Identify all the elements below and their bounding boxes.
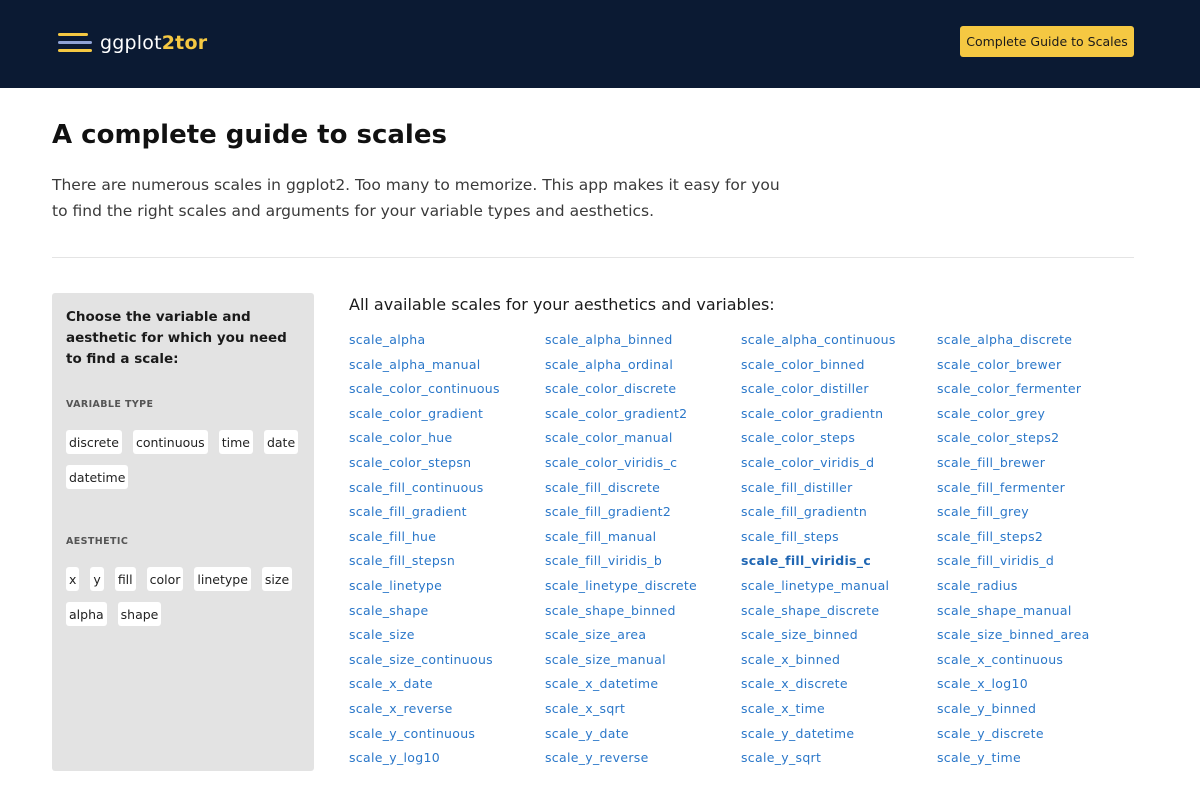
scale-link-scale-y-datetime[interactable]: scale_y_datetime	[741, 725, 855, 741]
scale-link-scale-color-stepsn[interactable]: scale_color_stepsn	[349, 454, 472, 470]
scale-link-scale-x-time[interactable]: scale_x_time	[741, 700, 825, 716]
scale-link-scale-y-reverse[interactable]: scale_y_reverse	[545, 750, 649, 766]
variable-type-chips	[66, 430, 306, 489]
top-nav-bar	[0, 0, 1200, 88]
complete-guide-button[interactable]: Complete Guide to Scales	[960, 26, 1134, 57]
scale-link-scale-color-manual[interactable]: scale_color_manual	[545, 430, 673, 446]
scale-link-scale-color-gradient2[interactable]: scale_color_gradient2	[545, 405, 688, 421]
site-logo[interactable]	[58, 26, 207, 60]
scale-link-scale-alpha-continuous[interactable]: scale_alpha_continuous	[741, 332, 896, 347]
aesthetic-alpha-chip[interactable]: alpha	[66, 602, 107, 626]
scale-link-scale-alpha[interactable]: scale_alpha	[349, 332, 426, 347]
variable-type-continuous-chip[interactable]: continuous	[133, 430, 208, 454]
filter-heading: Choose the variable and aesthetic for which you need to find a scale:	[66, 309, 287, 367]
variable-type-discrete-chip[interactable]: discrete	[66, 430, 122, 454]
scale-link-scale-color-discrete[interactable]: scale_color_discrete	[545, 381, 677, 397]
scale-link-scale-fill-gradientn[interactable]: scale_fill_gradientn	[741, 504, 868, 520]
scale-link-scale-color-distiller[interactable]: scale_color_distiller	[741, 381, 869, 397]
logo-text	[100, 32, 207, 54]
aesthetic-linetype-chip[interactable]: linetype	[194, 567, 250, 591]
scale-link-scale-x-log10[interactable]: scale_x_log10	[937, 676, 1028, 692]
aesthetic-chips	[66, 567, 306, 626]
scale-link-scale-size-continuous[interactable]: scale_size_continuous	[349, 651, 493, 667]
scale-link-scale-fill-distiller[interactable]: scale_fill_distiller	[741, 479, 853, 495]
scale-link-scale-fill-hue[interactable]: scale_fill_hue	[349, 528, 437, 544]
aesthetic-size-chip[interactable]: size	[262, 567, 292, 591]
aesthetic-x-chip[interactable]: x	[66, 567, 79, 591]
intro-text: There are numerous scales in ggplot2. Too many to memorize. This app makes it easy for you to find the right scales and arguments for your variable types and aesthetics.	[52, 176, 780, 220]
scale-link-scale-color-steps[interactable]: scale_color_steps	[741, 430, 856, 446]
scale-link-scale-shape-discrete[interactable]: scale_shape_discrete	[741, 602, 880, 618]
menu-lines-icon	[58, 32, 92, 54]
scale-link-scale-linetype-manual[interactable]: scale_linetype_manual	[741, 577, 890, 593]
scale-link-scale-x-reverse[interactable]: scale_x_reverse	[349, 700, 453, 716]
filter-panel	[52, 293, 314, 771]
scale-link-scale-color-gradientn[interactable]: scale_color_gradientn	[741, 405, 884, 421]
scale-link-scale-x-datetime[interactable]: scale_x_datetime	[545, 676, 659, 692]
scale-link-scale-alpha-ordinal[interactable]: scale_alpha_ordinal	[545, 356, 674, 372]
scale-link-scale-color-brewer[interactable]: scale_color_brewer	[937, 356, 1062, 372]
scale-link-scale-fill-gradient[interactable]: scale_fill_gradient	[349, 504, 467, 520]
scale-link-scale-fill-viridis-c[interactable]: scale_fill_viridis_c	[741, 553, 872, 569]
scale-link-scale-radius[interactable]: scale_radius	[937, 577, 1018, 593]
scale-link-scale-fill-stepsn[interactable]: scale_fill_stepsn	[349, 553, 456, 569]
variable-type-datetime-chip[interactable]: datetime	[66, 465, 128, 489]
scale-link-scale-color-steps2[interactable]: scale_color_steps2	[937, 430, 1060, 446]
scale-link-scale-size-binned[interactable]: scale_size_binned	[741, 627, 858, 643]
scale-link-scale-linetype[interactable]: scale_linetype	[349, 577, 443, 593]
scale-link-scale-y-discrete[interactable]: scale_y_discrete	[937, 725, 1044, 741]
aesthetic-y-chip[interactable]: y	[90, 567, 103, 591]
scale-link-scale-fill-viridis-d[interactable]: scale_fill_viridis_d	[937, 553, 1055, 569]
aesthetic-color-chip[interactable]: color	[147, 567, 184, 591]
scale-link-scale-fill-manual[interactable]: scale_fill_manual	[545, 528, 657, 544]
scale-link-scale-fill-steps[interactable]: scale_fill_steps	[741, 528, 839, 544]
scale-link-scale-y-binned[interactable]: scale_y_binned	[937, 700, 1037, 716]
scale-link-scale-color-viridis-c[interactable]: scale_color_viridis_c	[545, 454, 678, 470]
scale-link-scale-color-binned[interactable]: scale_color_binned	[741, 356, 865, 372]
scale-link-scale-y-time[interactable]: scale_y_time	[937, 750, 1021, 766]
scale-link-scale-linetype-discrete[interactable]: scale_linetype_discrete	[545, 577, 698, 593]
scale-link-scale-y-log10[interactable]: scale_y_log10	[349, 750, 440, 766]
aesthetic-label: AESTHETIC	[66, 536, 129, 547]
scale-link-scale-alpha-discrete[interactable]: scale_alpha_discrete	[937, 332, 1073, 347]
scale-link-scale-fill-viridis-b[interactable]: scale_fill_viridis_b	[545, 553, 663, 569]
scale-link-scale-y-date[interactable]: scale_y_date	[545, 725, 629, 741]
results-title: All available scales for your aesthetics and variables:	[349, 295, 775, 314]
aesthetic-shape-chip[interactable]: shape	[118, 602, 162, 626]
scale-list	[349, 328, 1139, 771]
scale-link-scale-shape[interactable]: scale_shape	[349, 602, 429, 618]
page-title: A complete guide to scales	[52, 120, 447, 150]
scale-link-scale-size-area[interactable]: scale_size_area	[545, 627, 647, 643]
scale-link-scale-fill-fermenter[interactable]: scale_fill_fermenter	[937, 479, 1066, 495]
scale-link-scale-x-discrete[interactable]: scale_x_discrete	[741, 676, 848, 692]
scale-link-scale-fill-discrete[interactable]: scale_fill_discrete	[545, 479, 661, 495]
section-divider	[52, 257, 1134, 258]
scale-link-scale-color-gradient[interactable]: scale_color_gradient	[349, 405, 484, 421]
logo-accent: 2tor	[161, 32, 208, 54]
scale-link-scale-x-sqrt[interactable]: scale_x_sqrt	[545, 700, 626, 716]
scale-link-scale-x-continuous[interactable]: scale_x_continuous	[937, 651, 1064, 667]
variable-type-date-chip[interactable]: date	[264, 430, 298, 454]
scale-link-scale-fill-grey[interactable]: scale_fill_grey	[937, 504, 1029, 520]
scale-link-scale-alpha-manual[interactable]: scale_alpha_manual	[349, 356, 481, 372]
logo-prefix: ggplot	[100, 32, 162, 54]
variable-type-time-chip[interactable]: time	[219, 430, 253, 454]
scale-link-scale-fill-steps2[interactable]: scale_fill_steps2	[937, 528, 1044, 544]
scale-link-scale-alpha-binned[interactable]: scale_alpha_binned	[545, 332, 673, 347]
scale-link-scale-color-fermenter[interactable]: scale_color_fermenter	[937, 381, 1082, 397]
scale-link-scale-size-binned-area[interactable]: scale_size_binned_area	[937, 627, 1090, 643]
scale-link-scale-fill-gradient2[interactable]: scale_fill_gradient2	[545, 504, 672, 520]
scale-link-scale-shape-binned[interactable]: scale_shape_binned	[545, 602, 676, 618]
scale-link-scale-color-grey[interactable]: scale_color_grey	[937, 405, 1046, 421]
scale-link-scale-fill-brewer[interactable]: scale_fill_brewer	[937, 454, 1046, 470]
scale-link-scale-color-hue[interactable]: scale_color_hue	[349, 430, 453, 446]
scale-link-scale-size-manual[interactable]: scale_size_manual	[545, 651, 666, 667]
scale-link-scale-shape-manual[interactable]: scale_shape_manual	[937, 602, 1072, 618]
scale-link-scale-color-viridis-d[interactable]: scale_color_viridis_d	[741, 454, 875, 470]
scale-link-scale-x-binned[interactable]: scale_x_binned	[741, 651, 841, 667]
variable-type-label: VARIABLE TYPE	[66, 399, 154, 410]
scale-link-scale-size[interactable]: scale_size	[349, 627, 415, 643]
scale-link-scale-y-sqrt[interactable]: scale_y_sqrt	[741, 750, 822, 766]
aesthetic-fill-chip[interactable]: fill	[115, 567, 136, 591]
scale-link-scale-fill-continuous[interactable]: scale_fill_continuous	[349, 479, 484, 495]
scale-link-scale-x-date[interactable]: scale_x_date	[349, 676, 433, 692]
scale-link-scale-color-continuous[interactable]: scale_color_continuous	[349, 381, 500, 397]
scale-link-scale-y-continuous[interactable]: scale_y_continuous	[349, 725, 476, 741]
